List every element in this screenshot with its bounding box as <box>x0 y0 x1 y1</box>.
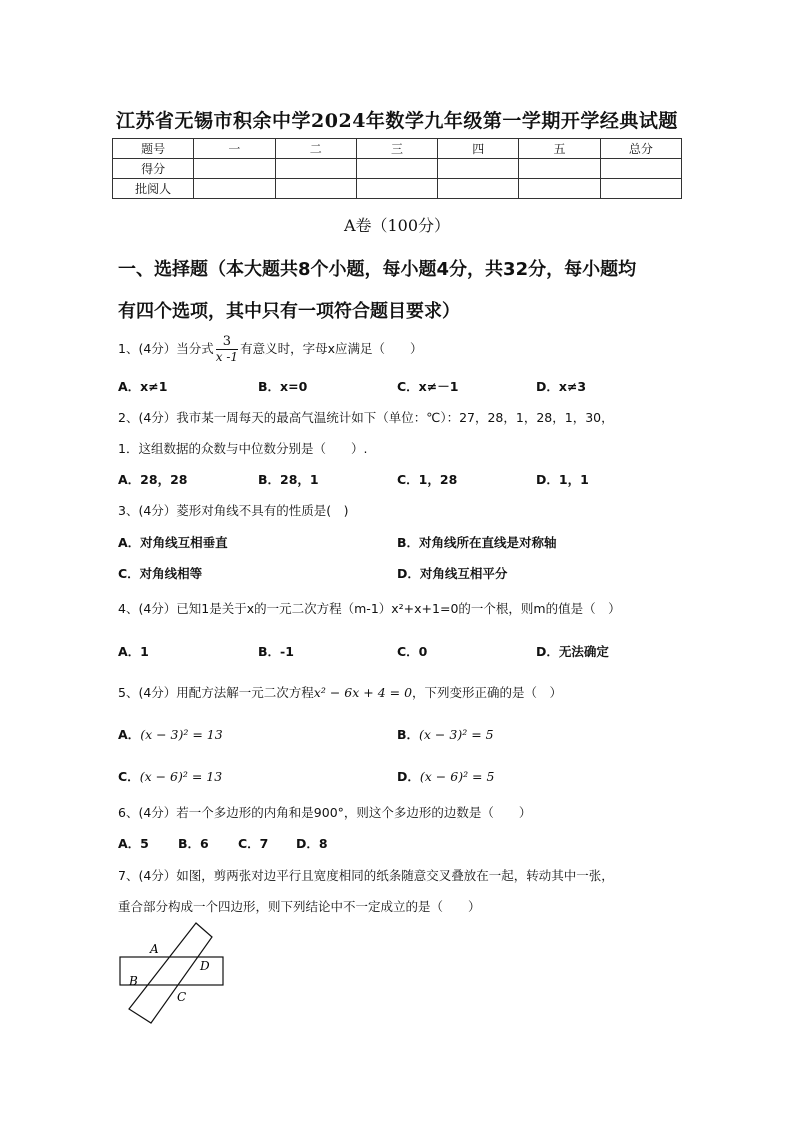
table-cell <box>275 179 356 199</box>
option-expression: (x − 6)² = 13 <box>139 769 223 784</box>
table-cell: 四 <box>438 139 519 159</box>
section-heading-a: A卷（100分） <box>343 216 451 235</box>
fraction <box>216 334 238 365</box>
option-d: D．8 <box>296 836 328 851</box>
option-b: B．对角线所在直线是对称轴 <box>397 535 557 550</box>
fraction-numerator: 3 <box>216 334 238 350</box>
question-4: 4、(4分）已知1是关于x的一元二次方程（m-1）x²+x+1=0的一个根，则m的值是（ ） <box>118 601 621 616</box>
score-table-header-row <box>113 139 682 159</box>
question-2-line1: 2、(4分）我市某一周每天的最高气温统计如下（单位：℃）：27，28，1，28，1，30， <box>118 410 614 425</box>
question-5-text-post: ，下列变形正确的是（ ） <box>412 685 563 700</box>
question-1 <box>118 334 422 365</box>
table-cell: 批阅人 <box>113 179 194 199</box>
option-c: C．0 <box>397 644 428 659</box>
question-5 <box>118 683 562 701</box>
table-cell <box>438 179 519 199</box>
question-7-line1: 7、(4分）如图，剪两张对边平行且宽度相同的纸条随意交叉叠放在一起，转动其中一张， <box>118 868 614 883</box>
table-cell <box>356 159 437 179</box>
option-label: A． <box>118 727 141 742</box>
table-cell: 得分 <box>113 159 194 179</box>
option-expression: (x − 3)² = 13 <box>140 727 223 742</box>
option-label: C． <box>118 769 140 784</box>
option-a: A．对角线互相垂直 <box>118 535 228 550</box>
option-a <box>118 725 223 743</box>
table-cell: 一 <box>194 139 275 159</box>
label-d: D <box>200 959 210 973</box>
question-2-line2: 1．这组数据的众数与中位数分别是（ ）. <box>118 441 368 456</box>
table-cell <box>519 179 600 199</box>
table-cell: 三 <box>356 139 437 159</box>
option-a: A．28，28 <box>118 472 188 487</box>
score-table-row <box>113 159 682 179</box>
option-c <box>118 767 222 785</box>
question-7-line2: 重合部分构成一个四边形，则下列结论中不一定成立的是（ ） <box>118 899 481 914</box>
label-c: C <box>177 990 187 1004</box>
diagonal-strip <box>129 923 212 1023</box>
table-cell: 二 <box>275 139 356 159</box>
question-5-text-pre: 5、(4分）用配方法解一元二次方程 <box>118 685 314 700</box>
crossed-strips-figure <box>112 915 237 1030</box>
option-label: B． <box>397 727 420 742</box>
table-cell <box>275 159 356 179</box>
option-label: D． <box>397 769 420 784</box>
option-a: A．1 <box>118 644 149 659</box>
option-c: C．对角线相等 <box>118 566 203 581</box>
option-d <box>397 767 494 785</box>
option-c: C．7 <box>238 836 269 851</box>
option-expression: (x − 6)² = 5 <box>419 769 495 784</box>
option-c: C．x≠－1 <box>397 379 459 394</box>
option-expression: (x − 3)² = 5 <box>419 727 494 742</box>
table-cell <box>194 159 275 179</box>
question-1-text-post: 有意义时，字母x应满足（ ） <box>240 341 423 356</box>
table-cell <box>600 159 681 179</box>
table-cell <box>600 179 681 199</box>
option-b: B．28，1 <box>258 472 319 487</box>
label-a: A <box>150 942 159 956</box>
table-cell: 题号 <box>113 139 194 159</box>
option-b: B．x=0 <box>258 379 308 394</box>
table-cell <box>194 179 275 199</box>
option-d: D．无法确定 <box>536 644 609 659</box>
table-cell <box>438 159 519 179</box>
exam-title: 江苏省无锡市积余中学2024年数学九年级第一学期开学经典试题 <box>116 110 678 132</box>
score-table <box>112 138 682 199</box>
option-a: A．5 <box>118 836 149 851</box>
question-3: 3、(4分）菱形对角线不具有的性质是( ) <box>118 503 349 518</box>
section-title-line2: 有四个选项，其中只有一项符合题目要求） <box>118 301 460 322</box>
table-cell: 五 <box>519 139 600 159</box>
option-b: B．6 <box>178 836 209 851</box>
label-b: B <box>129 974 138 988</box>
score-table-row <box>113 179 682 199</box>
option-b <box>397 725 494 743</box>
table-cell <box>356 179 437 199</box>
option-d: D．x≠3 <box>536 379 587 394</box>
option-d: D．对角线互相平分 <box>397 566 508 581</box>
table-cell: 总分 <box>600 139 681 159</box>
option-c: C．1，28 <box>397 472 458 487</box>
option-a: A．x≠1 <box>118 379 168 394</box>
option-b: B．-1 <box>258 644 294 659</box>
option-d: D．1，1 <box>536 472 589 487</box>
question-1-text-pre: 1、(4分）当分式 <box>118 341 214 356</box>
table-cell <box>519 159 600 179</box>
section-title-line1: 一、选择题（本大题共8个小题，每小题4分，共32分，每小题均 <box>118 259 637 280</box>
question-6: 6、(4分）若一个多边形的内角和是900°，则这个多边形的边数是（ ） <box>118 805 532 820</box>
fraction-denominator: x -1 <box>215 350 239 364</box>
equation: x² − 6x + 4 = 0 <box>313 685 413 700</box>
